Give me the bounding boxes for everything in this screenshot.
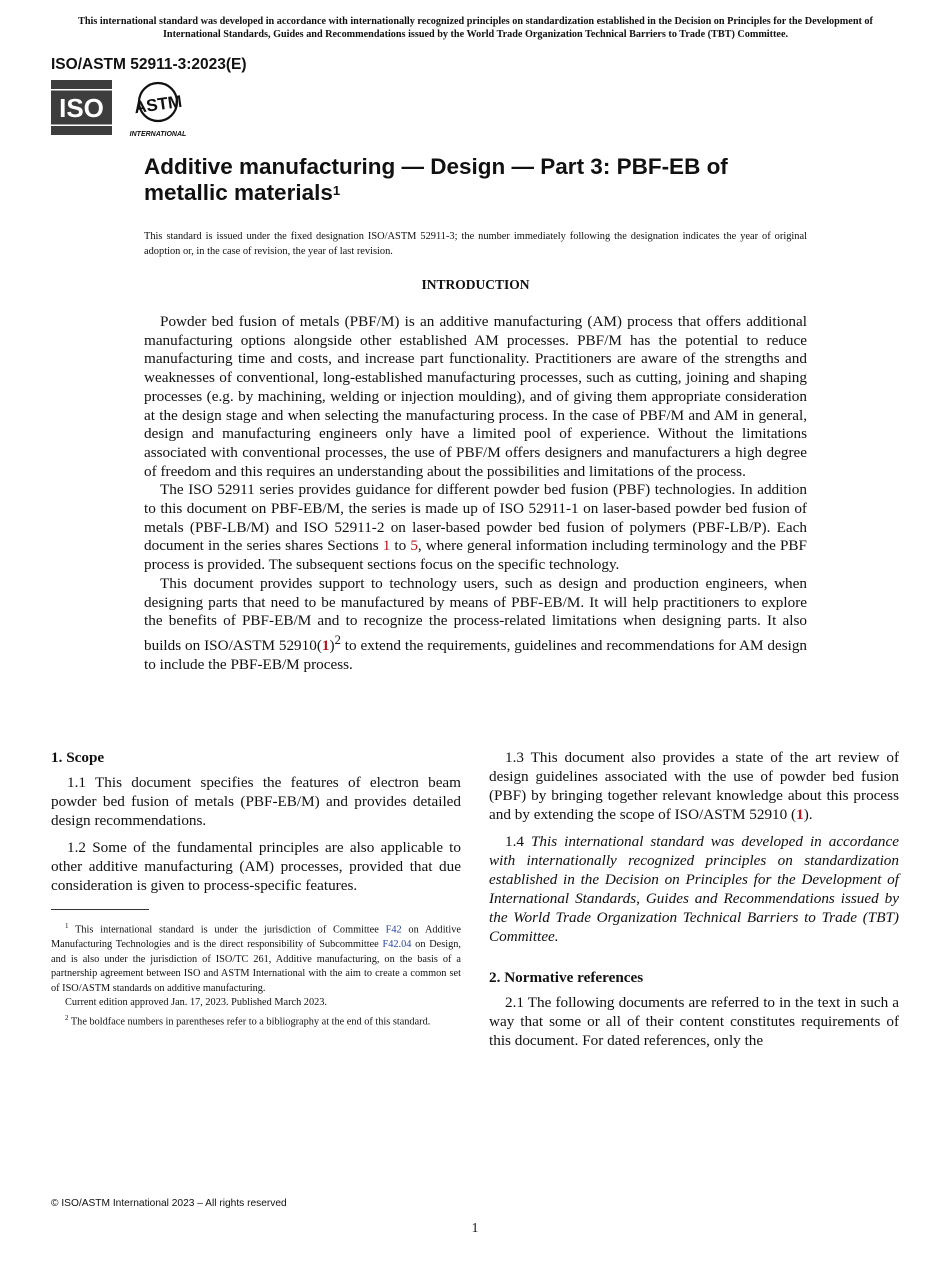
- title-text: Additive manufacturing — Design — Part 3: PBF-EB of metallic materials: [144, 154, 728, 205]
- section-5-link[interactable]: 5: [410, 537, 418, 555]
- footnote-1: [51, 919, 461, 996]
- iso-logo-text: ISO: [59, 93, 104, 123]
- clause-1-4-number: 1.4: [505, 833, 531, 850]
- iso-logo: [51, 80, 112, 135]
- intro-paragraph-3: [144, 575, 807, 675]
- footnote-2-label: 2: [65, 1013, 69, 1022]
- left-column: [51, 748, 461, 903]
- clause-2-1: 2.1 The following documents are referred to in the text in such a way that some or all of their content constitutes requirements of this document. For dated references, only the: [489, 994, 899, 1049]
- intro-p2-text-c: , where general information including terminology and the PBF process is provided. The subsequent sections focus on the specific technology.: [144, 537, 807, 574]
- intro-p3-close: ): [329, 637, 335, 655]
- astm-logo: [127, 80, 189, 138]
- clause-1-1: 1.1 This document specifies the features of electron beam powder bed fusion of metals (PBF-EB/M) and provides detailed design recommendations.: [51, 774, 461, 829]
- introduction-body: [144, 313, 807, 674]
- right-column: [489, 748, 899, 1058]
- intro-p2-text-a: The ISO 52911 series provides guidance for different powder bed fusion (PBF) technologies. In addition to this document on PBF-EB/M, the series is made up of ISO 52911-1 on laser-based powder bed fusion of metals (PBF-LB/M) and ISO 52911-2 on laser-based powder bed fusion of polymers (PBF-LB/P). Each document in the series shares Sections: [144, 481, 807, 555]
- page-number: 1: [471, 1220, 479, 1235]
- section-1-link[interactable]: 1: [382, 537, 391, 555]
- astm-logo-subtext: INTERNATIONAL: [129, 131, 187, 138]
- footnote-1-mark: 1: [65, 922, 69, 930]
- normative-references-heading: 2. Normative references: [489, 969, 644, 986]
- clause-1-2: 1.2 Some of the fundamental principles are also applicable to other additive manufacturing (AM) processes, provided that due consideration is given to process-specific features.: [51, 839, 461, 894]
- scope-heading: 1. Scope: [51, 749, 105, 766]
- footnote-divider: [51, 909, 149, 910]
- intro-p3-text-b: to extend the requirements, guidelines and recommendations for AM design to include the PBF-EB/M process.: [144, 637, 808, 673]
- intro-p3-text-a: This document provides support to technology users, such as design and production engineers, when designing parts that need to be manufactured by means of PBF-EB/M. It will help practitioners to explore the benefits of PBF-EB/M and to recognize the process-related limitations when designing parts. It also builds on ISO/ASTM 52910(: [144, 574, 807, 655]
- top-notice: This international standard was developed in accordance with internationally recognized principles on standardization established in the Decision on Principles for the Development of International Standards, Guides and Recommendations issued by the World Trade Organization Technical Barriers to Trade (TBT) Committee.: [78, 16, 873, 40]
- title-footnote-mark: 1: [332, 183, 341, 198]
- clause-1-4: [489, 832, 899, 946]
- intro-paragraph-2: [144, 481, 807, 575]
- footnote-1-text-b: on Additive Manufacturing Technologies and is the direct responsibility of Subcommittee: [51, 924, 461, 951]
- committee-f42-link[interactable]: F42: [385, 924, 402, 936]
- document-designation: ISO/ASTM 52911-3:2023(E): [51, 56, 247, 73]
- footnote-2: [51, 1011, 461, 1030]
- footnote-2-mark[interactable]: 2: [334, 632, 341, 647]
- clause-1-3-text-b: ).: [803, 806, 813, 823]
- issued-note: This standard is issued under the fixed designation ISO/ASTM 52911-3; the number immediately following the designation indicates the year of original adoption or, in the case of revision, the year of last revision.: [144, 231, 807, 257]
- intro-paragraph-1: Powder bed fusion of metals (PBF/M) is an additive manufacturing (AM) process that offers additional manufacturing options alongside other established AM processes. PBF/M has the potential to reduce manufacturing time and costs, and increase part functionality. Practitioners are aware of the strengths and weaknesses of conventional, long-established manufacturing processes, such as cutting, joining and shaping processes (e.g. by machining, welding or injection moulding), and of giving them appropriate consideration at the design stage and when selecting the manufacturing process. In the case of PBF/M and AM in general, design and manufacturing engineers only have a limited pool of experience. Without the limitations associated with conventional processes, the use of PBF/M offers designers and manufacturers a high degree of freedom and this requires an understanding about the possibilities and limitations of the process.: [144, 313, 807, 480]
- clause-1-3-text-a: 1.3 This document also provides a state of the art review of design guidelines associated with the use of powder bed fusion (PBF) by bringing together relevant knowledge about this process and by extending the scope of ISO/ASTM 52910 (: [489, 749, 899, 823]
- bibliography-ref-1-link-2[interactable]: 1: [796, 806, 804, 823]
- intro-p2-text-b: to: [390, 537, 411, 555]
- footnotes: [51, 919, 461, 1030]
- clause-1-3: [489, 748, 899, 824]
- footnote-1-text-c: on Design, and is also under the jurisdiction of ISO/TC 261, Additive manufacturing, on the basis of a partnership agreement between ISO and ASTM International with the aim to create a common set of ISO/ASTM standards on additive manufacturing.: [51, 939, 461, 994]
- bibliography-ref-1-link[interactable]: 1: [321, 637, 330, 655]
- footnote-1-text-a: This international standard is under the jurisdiction of Committee: [68, 924, 386, 936]
- footnote-2-text: The boldface numbers in parentheses refer to a bibliography at the end of this standard.: [68, 1016, 431, 1028]
- copyright-footer: © ISO/ASTM International 2023 – All rights reserved: [51, 1198, 287, 1209]
- introduction-heading: INTRODUCTION: [421, 277, 530, 292]
- clause-1-4-text: This international standard was developed in accordance with internationally recognized principles on standardization established in the Decision on Principles for the Development of International Standards, Guides and Recommendations issued by the World Trade Organization Technical Barriers to Trade (TBT) Committee.: [489, 833, 900, 945]
- astm-logo-text: ASTM: [132, 91, 184, 118]
- document-title: [144, 154, 804, 206]
- edition-note: Current edition approved Jan. 17, 2023. Published March 2023.: [65, 997, 327, 1009]
- subcommittee-f42-04-link[interactable]: F42.04: [382, 939, 412, 951]
